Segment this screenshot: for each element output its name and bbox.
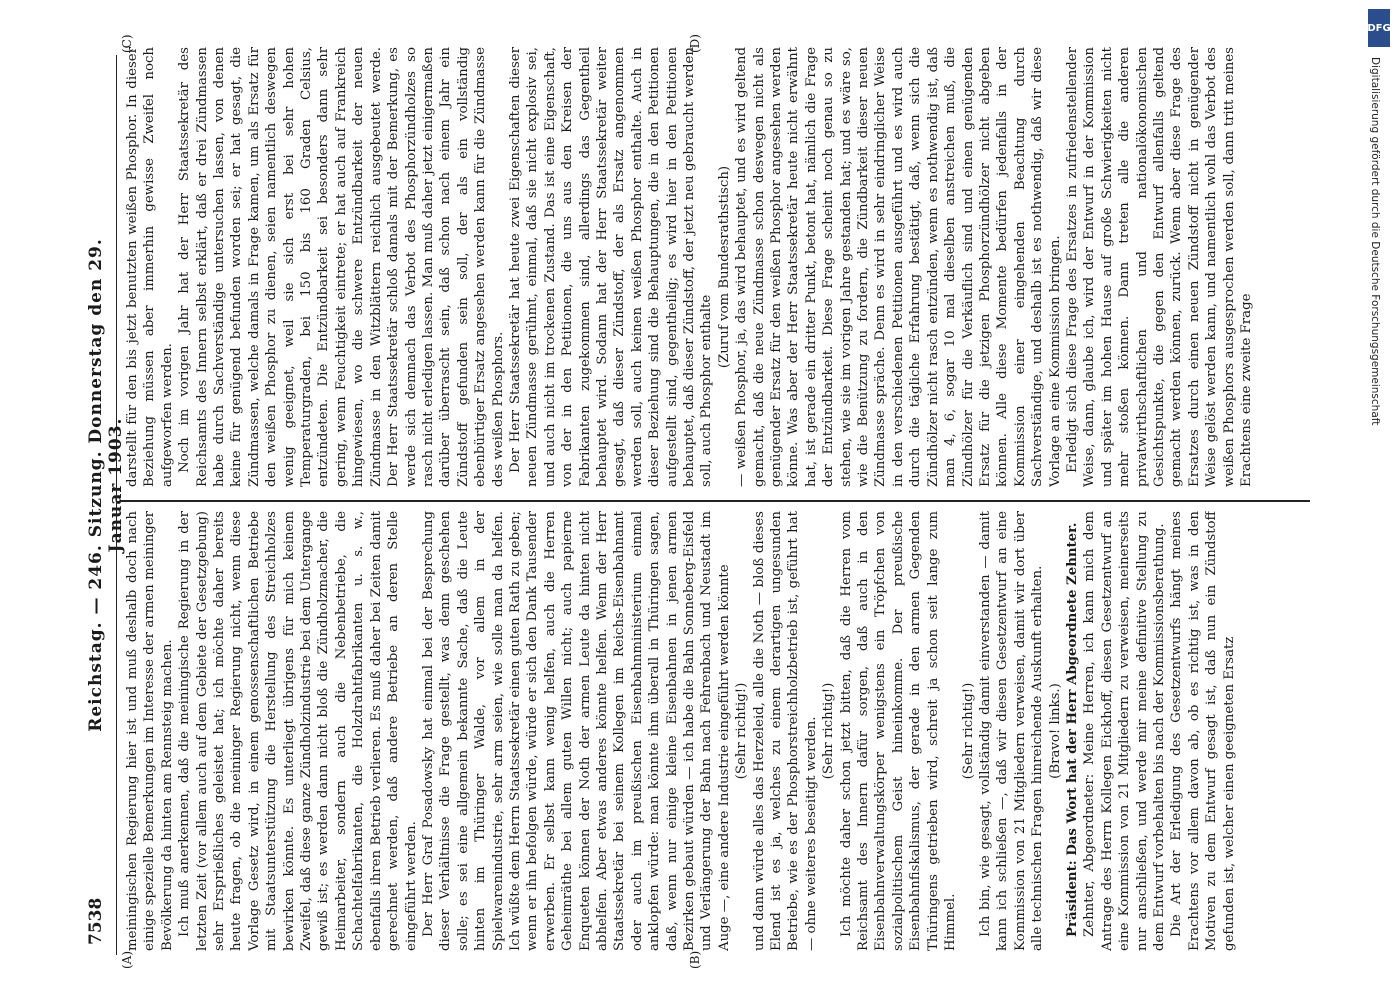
running-header xyxy=(86,65,126,945)
digitization-stamp xyxy=(1366,5,1392,995)
speaker-line: Präsident: Das Wort hat der Herr Abgeordnete Zehnter. xyxy=(1064,522,1080,937)
paragraph: Der Herr Graf Posadowsky hat einmal bei der Besprechung dieser Verhältnisse die Frage gestellt, was denn geschehen solle; es sei eine allgemein bekannte Sache, daß die Leute hinten im Thüringer Walde, vor allem in der Spielwarenindustrie, sehr arm seien, wie solle man da helfen. Ich wüßte dem Herrn Staatssekretär einen guten Rath zu geben; wenn er ihn befolgen würde, würde er sich den Dank Tausender erwerben. Er selbst kann wenig helfen, auch die Herren Geheimräthe bei allem guten Willen nicht; auch papierne Enqueten können der Noth der armen Leute da hinten nicht abhelfen. Aber etwas anderes könnte helfen. Wenn der Herr Staatssekretär bei seinem Kollegen im Reichs-Eisenbahnamt oder auch im preußischen Eisenbahnministerium einmal anklopfen würde: man könnte ihm überall in Thüringen sagen, daß, wenn nur einige kleine Eisenbahnen in jenen armen Bezirken gebaut würden — ich habe die Bahn Sonneberg-Eisfeld und Verlängerung der Bahn nach Fehrenbach und Neustadt im Auge —, eine andere Industrie eingeführt werden könnte xyxy=(420,511,732,951)
paragraph: Ich möchte daher schon jetzt bitten, daß die Herren vom Reichsamt des Innern dafür sorgen, daß auch in den Eisenbahnverwaltungskörper wenigstens ein Tröpfchen von sozialpolitischem Geist hineinkomme. Der preußische Eisenbahnfiskalismus, der gerade in den armen Gegenden Thüringens getrieben wird, schreit ja schon seit lange zum Himmel. xyxy=(838,511,959,951)
paragraph: — weißen Phosphor, ja, das wird behauptet, und es wird geltend gemacht, daß die neue Zündmasse schon deswegen nicht als genügender Ersatz für den weißen Phosphor angesehen werden könne. Was aber der Herr Staatssekretär heute nicht erwähnt hat, ist gerade ein dritter Punkt, betont hat, nämlich die Frage der Entzündbarkeit. Diese Frage scheint noch genau so zu stehen, wie sie im vorigen Jahre gestanden hat; und es wäre so, wie die Benützung zu fordern, die Zündbarkeit dieser neuen Zündmasse spräche. Denn es wird in sehr eindringlicher Weise in den verschiedenen Petitionen ausgeführt und es wird auch durch die tägliche Erfahrung bestätigt, daß, wenn sich die Zündhölzer nicht rasch entzünden, wenn es nothwendig ist, daß man 4, 6, sogar 10 mal dieselben anstreichen muß, die Zündhölzer für die Verkäuflich sind und einen genügenden Ersatz für die jetzigen Phosphorzündhölzer nicht abgeben können. Alle diese Momente bedürfen jedenfalls in der Kommission einer eingehenden Beachtung durch Sachverständige, und deshalb ist es nothwendig, daß wir diese Vorlage an eine Kommission bringen. xyxy=(734,47,1063,487)
right-column xyxy=(124,47,1309,487)
interjection: (Bravo! links.) xyxy=(1047,683,1063,779)
paragraph: Die Art der Erledigung des Gesetzentwurfs hängt meines Erachtens vor allem davon ab, ob es richtig ist, was in den Motiven zu dem Entwurf gesagt ist, daß nun ein Zündstoff gefunden ist, welcher einen geeigneten Ersatz xyxy=(1169,511,1237,951)
margin-mark-d: (D) xyxy=(688,34,702,53)
left-column xyxy=(124,511,1309,951)
paragraph: Zehnter, Abgeordneter: Meine Herren, ich kann mich dem Antrage des Herrn Kollegen Eickhoff, diesen Gesetzentwurf an eine Kommission von 21 Mitgliedern zu verweisen, meinerseits nur anschließen, und werde mir meine definitive Stellung zu dem Entwurf vorbehalten bis nach der Kommissionsberathung. xyxy=(1082,511,1167,951)
paragraph: und dann würde alles das Herzeleid, alle die Noth — bloß dieses Elend ist es ja, welches zu einem derartigen ungesunden Betriebe, wie es der Phosphorstreichholzbetrieb ist, geführt hat — ohne weiteres beseitigt werden. xyxy=(751,511,819,951)
header-rule xyxy=(116,55,117,955)
interjection: (Sehr richtig!) xyxy=(734,682,750,780)
interjection: (Sehr richtig!) xyxy=(821,682,837,780)
paragraph: Ich bin, wie gesagt, vollständig damit einverstanden — damit kann ich schließen —, daß wir diesen Gesetzentwurf an eine Kommission von 21 Mitgliedern verweisen, damit wir dort über alle technischen Fragen hinreichende Auskunft erhalten. xyxy=(977,511,1046,951)
interjection: (Zuruf vom Bundesrathstisch) xyxy=(716,165,732,369)
column-divider xyxy=(120,500,1310,502)
margin-mark-a: (A) xyxy=(120,950,134,969)
paragraph: meiningischen Regierung hier ist und muß deshalb doch nach einige spezielle Bemerkungen im Interesse der armen meininger Bevölkerung da hinten am Rennsteig machen. xyxy=(125,511,175,951)
document-page xyxy=(80,34,1330,969)
margin-mark-c: (C) xyxy=(120,34,134,53)
paragraph: Der Herr Staatssekretär hat heute zwei Eigenschaften dieser neuen Zündmasse gerühmt, einmal, daß sie nicht explosiv sei, und auch nicht im trockenen Zustand. Das ist eine Eigenschaft, von der in den Petitionen, die uns aus den Kreisen der Fabrikanten zugekommen sind, allerdings das Gegentheil behauptet wird. Sodann hat der Herr Staatssekretär weiter gesagt, daß dieser Zündstoff, der als Ersatz angenommen werden soll, auch keinen weißen Phosphor enthalte. Auch in dieser Beziehung sind die Behauptungen, die in den Petitionen aufgestellt sind, gegentheilig; es wird hier in den Petitionen behauptet, daß dieser Zündstoff, der jetzt neu gebraucht werden soll, auch Phosphor enthalte xyxy=(507,47,715,487)
page-number: 7538 xyxy=(86,897,106,945)
interjection: (Sehr richtig!) xyxy=(960,682,976,780)
paragraph: darstellt für den bis jetzt benutzten weißen Phosphor. In dieser Beziehung müssen aber immerhin gewisse Zweifel noch aufgeworfen werden. xyxy=(125,47,175,487)
funding-notice: Digitalisierung gefördert durch die Deutsche Forschungsgemeinschaft xyxy=(1369,57,1381,426)
paragraph: Ich muß anerkennen, daß die meiningische Regierung in der letzten Zeit (vor allem auch auf dem Gebiete der Gesetzgebung) sehr Ersprießliches geleistet hat; ich möchte daher bereits heute fragen, ob die meininger Regierung nicht, wenn diese Vorlage Gesetz wird, in einem genossenschaftlichen Betriebe mit Staatsunterstützung die Herstellung des Streichholzes bewirken könnte. Es unterliegt übrigens für mich keinem Zweifel, daß diese ganze Zündholzindustrie bei dem Untergange gewiß ist; es werden dann nicht bloß die Zündholzmacher, die Heimarbeiter, sondern auch die Nebenbetriebe, die Schachtelfabrikanten, die Holzdrahtfabrikanten u. s. w., ebenfalls ihren Betrieb verlieren. Es muß daher bei Zeiten damit gerechnet werden, daß andere Betriebe an deren Stelle eingeführt werden. xyxy=(177,511,419,951)
dfg-logo: DFG xyxy=(1368,9,1390,47)
paragraph: Noch im vorigen Jahr hat der Herr Staatssekretär des Reichsamts des Innern selbst erklärt, daß er drei Zündmassen habe durch Sachverständige untersuchen lassen, von denen keine für genügend befunden worden sei; er hat gesagt, die Zündmassen, welche damals in Frage kamen, um als Ersatz für den weißen Phosphor zu dienen, seien namentlich deswegen wenig geeignet, weil sie sich erst bei sehr hohen Temperaturgraden, bei 150 bis 160 Graden Celsius, entzündeten. Die Entzündbarkeit sei besonders dann sehr gering, wenn Feuchtigkeit eintrete; er hat auch auf Frankreich hingewiesen, wo die schwere Entzündbarkeit der neuen Zündmasse in den Witzblättern reichlich ausgebeutet werde. Der Herr Staatssekretär schloß damals mit der Bemerkung, es werde sich demnach das Verbot des Phosphorzündholzes so rasch nicht erledigen lassen. Man muß daher jetzt einigermaßen darüber überrascht sein, daß schon nach einem Jahr ein Zündstoff gefunden sein soll, der als ein vollständig ebenbürtiger Ersatz angesehen werden kann für die Zündmasse des weißen Phosphors. xyxy=(177,47,506,487)
running-head: Reichstag. — 246. Sitzung. Donnerstag den 29. Januar 1903. xyxy=(86,238,126,732)
margin-mark-b: (B) xyxy=(688,950,702,969)
paragraph: Erledigt sich diese Frage des Ersatzes in zufriedenstellender Weise, dann, glaube ich, wird der Entwurf in der Kommission und später im hohen Hause auf große Schwierigkeiten nicht mehr stoßen können. Dann treten alle die anderen privatwirthschaftlichen und nationalökonomischen Gesichtspunkte, die gegen den Entwurf allenfalls geltend gemacht werden können, zurück. Wenn aber diese Frage des Ersatzes durch einen neuen Zündstoff nicht in genügender Weise gelöst werden kann, und namentlich wohl das Verbot des weißen Phosphors ausgesprochen werden soll, dann tritt meines Erachtens eine zweite Frage xyxy=(1064,47,1254,487)
